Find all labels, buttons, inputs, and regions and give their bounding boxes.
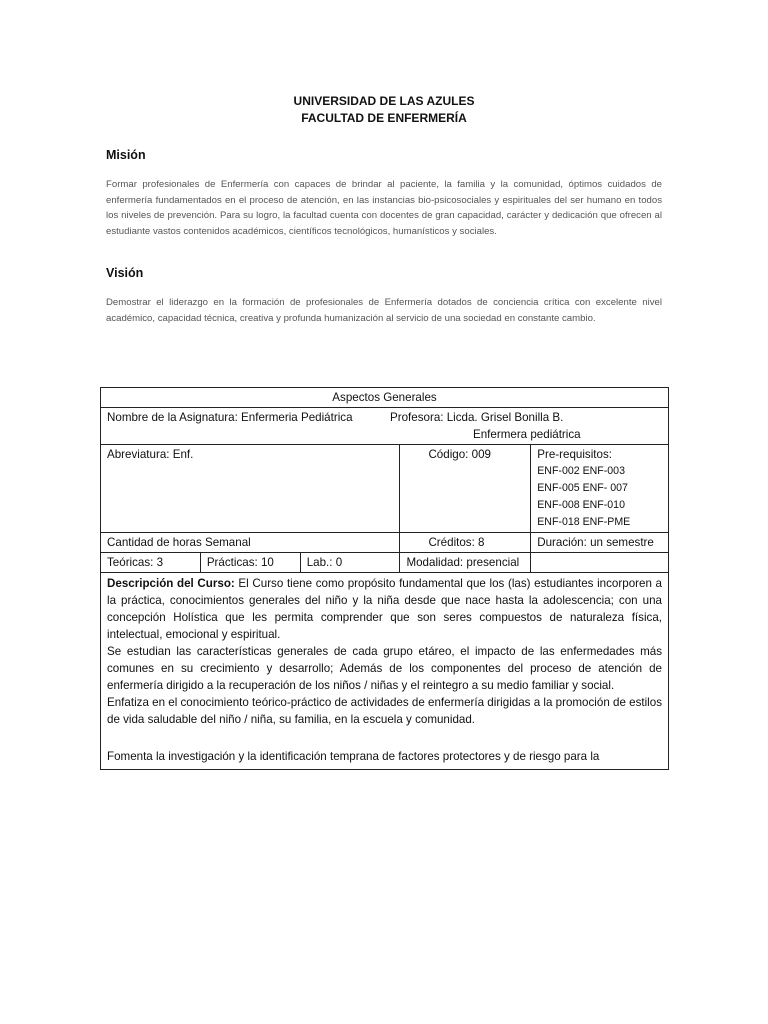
prerequisito-item: ENF-018 ENF-PME	[537, 516, 631, 528]
practicas-cell: Prácticas: 10	[200, 553, 300, 573]
codigo-cell: Código: 009	[400, 445, 531, 533]
table-heading: Aspectos Generales	[101, 388, 669, 408]
mision-title: Misión	[106, 148, 146, 162]
asignatura-cell: Nombre de la Asignatura: Enfermeria Pediátrica	[107, 411, 353, 424]
descripcion-p3: Enfatiza en el conocimiento teórico-práctico de actividades de enfermería dirigidas a la promoción de estilos de vida saludable del niño / niña, su familia, en la escuela y comunidad.	[107, 696, 662, 726]
prerequisito-item: ENF-008 ENF-010	[537, 499, 625, 511]
descripcion-cell	[101, 573, 669, 770]
aspectos-generales-table	[100, 387, 669, 770]
empty-cell	[531, 553, 669, 573]
prerequisitos-cell	[531, 445, 669, 533]
profesora-cell: Profesora: Licda. Grisel Bonilla B.	[390, 411, 564, 424]
descripcion-p2: Se estudian las características generales de cada grupo etáreo, el impacto de las enfermedades más comunes en su crecimiento y desarrollo; Además de los componentes del proceso de atención de enfermería dirigido a la recuperación de los niños / niñas y el reintegro a su medio familiar y social.	[107, 645, 662, 692]
profesora-role: Enfermera pediátrica	[473, 428, 581, 441]
teoricas-cell: Teóricas: 3	[101, 553, 201, 573]
descripcion-label: Descripción del Curso:	[107, 577, 235, 590]
mision-text: Formar profesionales de Enfermería con capaces de brindar al paciente, la familia y la comunidad, óptimos cuidados de enfermería fundamentados en el proceso de atención, en las instancias bio-psicosociales y espirituales del ser humano en todos los niveles de prevención. Para su logro, la facultad cuenta con docentes de gran capacidad, carácter y dedicación que ofrecen al estudiante vastos contenidos académicos, científicos tecnológicos, humanísticos y sociales.	[106, 179, 662, 237]
table-row	[101, 408, 669, 445]
prerequisito-item: ENF-005 ENF- 007	[537, 482, 628, 494]
horas-cell: Cantidad de horas Semanal	[101, 533, 400, 553]
vision-title: Visión	[106, 266, 144, 280]
lab-cell: Lab.: 0	[300, 553, 400, 573]
prerequisito-item: ENF-002 ENF-003	[537, 465, 625, 477]
creditos-cell: Créditos: 8	[400, 533, 531, 553]
abreviatura-cell: Abreviatura: Enf.	[101, 445, 400, 533]
descripcion-p1: El Curso tiene como propósito fundamental que los (las) estudiantes incorporen a la práctica, conocimientos generales del niño y la niña desde que nace hasta la adolescencia; con una concepción Holística que les permita comprender que son seres compuestos de naturaleza física, intelectual, emocional y espiritual.	[107, 577, 662, 641]
vision-text: Demostrar el liderazgo en la formación de profesionales de Enfermería dotados de conciencia crítica con excelente nivel académico, capacidad técnica, creativa y profunda humanización al servicio de una sociedad en constante cambio.	[106, 297, 662, 324]
faculty-title: FACULTAD DE ENFERMERÍA	[301, 111, 467, 125]
modalidad-cell: Modalidad: presencial	[400, 553, 531, 573]
university-title: UNIVERSIDAD DE LAS AZULES	[293, 94, 475, 108]
duracion-cell: Duración: un semestre	[531, 533, 669, 553]
prerequisitos-label: Pre-requisitos:	[537, 448, 612, 461]
descripcion-p4: Fomenta la investigación y la identificación temprana de factores protectores y de riesgo para la	[107, 750, 600, 763]
